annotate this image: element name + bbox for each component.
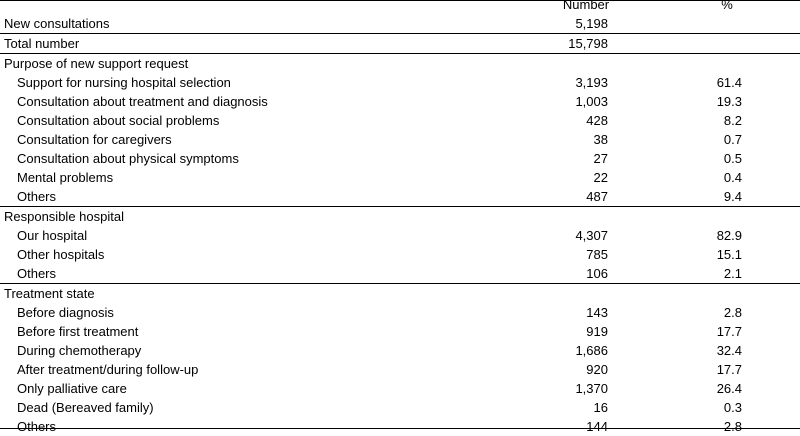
row-label: Purpose of new support request <box>4 56 189 71</box>
row-percent: 17.7 <box>716 362 742 377</box>
table-row <box>0 187 800 206</box>
row-percent: 61.4 <box>716 75 742 90</box>
table-row <box>0 149 800 168</box>
row-number: 920 <box>586 362 608 377</box>
row-label: Our hospital <box>17 228 88 243</box>
table-row <box>0 417 800 436</box>
header-number: Number <box>562 0 610 12</box>
section-heading-row <box>0 283 800 303</box>
row-number: 785 <box>586 247 608 262</box>
table-body <box>0 14 800 436</box>
row-label: Consultation about social problems <box>17 113 220 128</box>
table-row <box>0 130 800 149</box>
row-percent: 2.1 <box>723 266 742 281</box>
row-label: Others <box>17 266 57 281</box>
row-number: 487 <box>586 189 608 204</box>
row-number: 22 <box>593 170 608 185</box>
row-number: 144 <box>586 419 608 434</box>
header-percent: % <box>721 0 733 12</box>
row-percent: 26.4 <box>716 381 742 396</box>
row-label: After treatment/during follow-up <box>17 362 199 377</box>
table-header <box>0 1 800 14</box>
section-heading-row <box>0 53 800 73</box>
table-row <box>0 14 800 33</box>
row-label: Dead (Bereaved family) <box>17 400 154 415</box>
row-label: Consultation for caregivers <box>17 132 172 147</box>
row-label: Support for nursing hospital selection <box>17 75 231 90</box>
row-label: New consultations <box>4 16 110 31</box>
row-number: 428 <box>586 113 608 128</box>
row-percent: 9.4 <box>723 189 742 204</box>
row-percent: 0.7 <box>723 132 742 147</box>
row-percent: 15.1 <box>716 247 742 262</box>
row-label: Only palliative care <box>17 381 127 396</box>
row-label: Mental problems <box>17 170 114 185</box>
row-label: Consultation about physical symptoms <box>17 151 239 166</box>
row-number: 1,003 <box>575 94 608 109</box>
row-label: Total number <box>4 36 80 51</box>
table-row <box>0 341 800 360</box>
row-number: 4,307 <box>575 228 608 243</box>
row-percent: 0.3 <box>723 400 742 415</box>
row-number: 3,193 <box>575 75 608 90</box>
table-row <box>0 245 800 264</box>
row-number: 1,686 <box>575 343 608 358</box>
row-percent: 19.3 <box>716 94 742 109</box>
row-percent: 32.4 <box>716 343 742 358</box>
row-percent: 82.9 <box>716 228 742 243</box>
row-label: Before first treatment <box>17 324 139 339</box>
row-percent: 0.4 <box>723 170 742 185</box>
row-number: 15,798 <box>568 36 608 51</box>
row-label: Other hospitals <box>17 247 105 262</box>
row-number: 106 <box>586 266 608 281</box>
row-label: During chemotherapy <box>17 343 142 358</box>
row-number: 5,198 <box>575 16 608 31</box>
row-number: 38 <box>593 132 608 147</box>
table-row <box>0 168 800 187</box>
row-label: Others <box>17 189 57 204</box>
table-row <box>0 322 800 341</box>
table-row <box>0 92 800 111</box>
row-percent: 8.2 <box>723 113 742 128</box>
row-percent: 2.8 <box>723 419 742 434</box>
row-number: 1,370 <box>575 381 608 396</box>
row-number: 919 <box>586 324 608 339</box>
table-row <box>0 379 800 398</box>
table-row <box>0 303 800 322</box>
row-percent: 2.8 <box>723 305 742 320</box>
table-row <box>0 398 800 417</box>
row-percent: 0.5 <box>723 151 742 166</box>
table-row <box>0 33 800 53</box>
table-row <box>0 226 800 245</box>
table-row <box>0 111 800 130</box>
table-row <box>0 73 800 92</box>
table-row <box>0 264 800 283</box>
row-label: Treatment state <box>4 286 95 301</box>
row-label: Others <box>17 419 57 434</box>
row-number: 16 <box>593 400 608 415</box>
row-label: Consultation about treatment and diagnosis <box>17 94 268 109</box>
row-percent: 17.7 <box>716 324 742 339</box>
section-heading-row <box>0 206 800 226</box>
row-label: Before diagnosis <box>17 305 114 320</box>
row-number: 27 <box>593 151 608 166</box>
row-label: Responsible hospital <box>4 209 124 224</box>
row-number: 143 <box>586 305 608 320</box>
table-row <box>0 360 800 379</box>
